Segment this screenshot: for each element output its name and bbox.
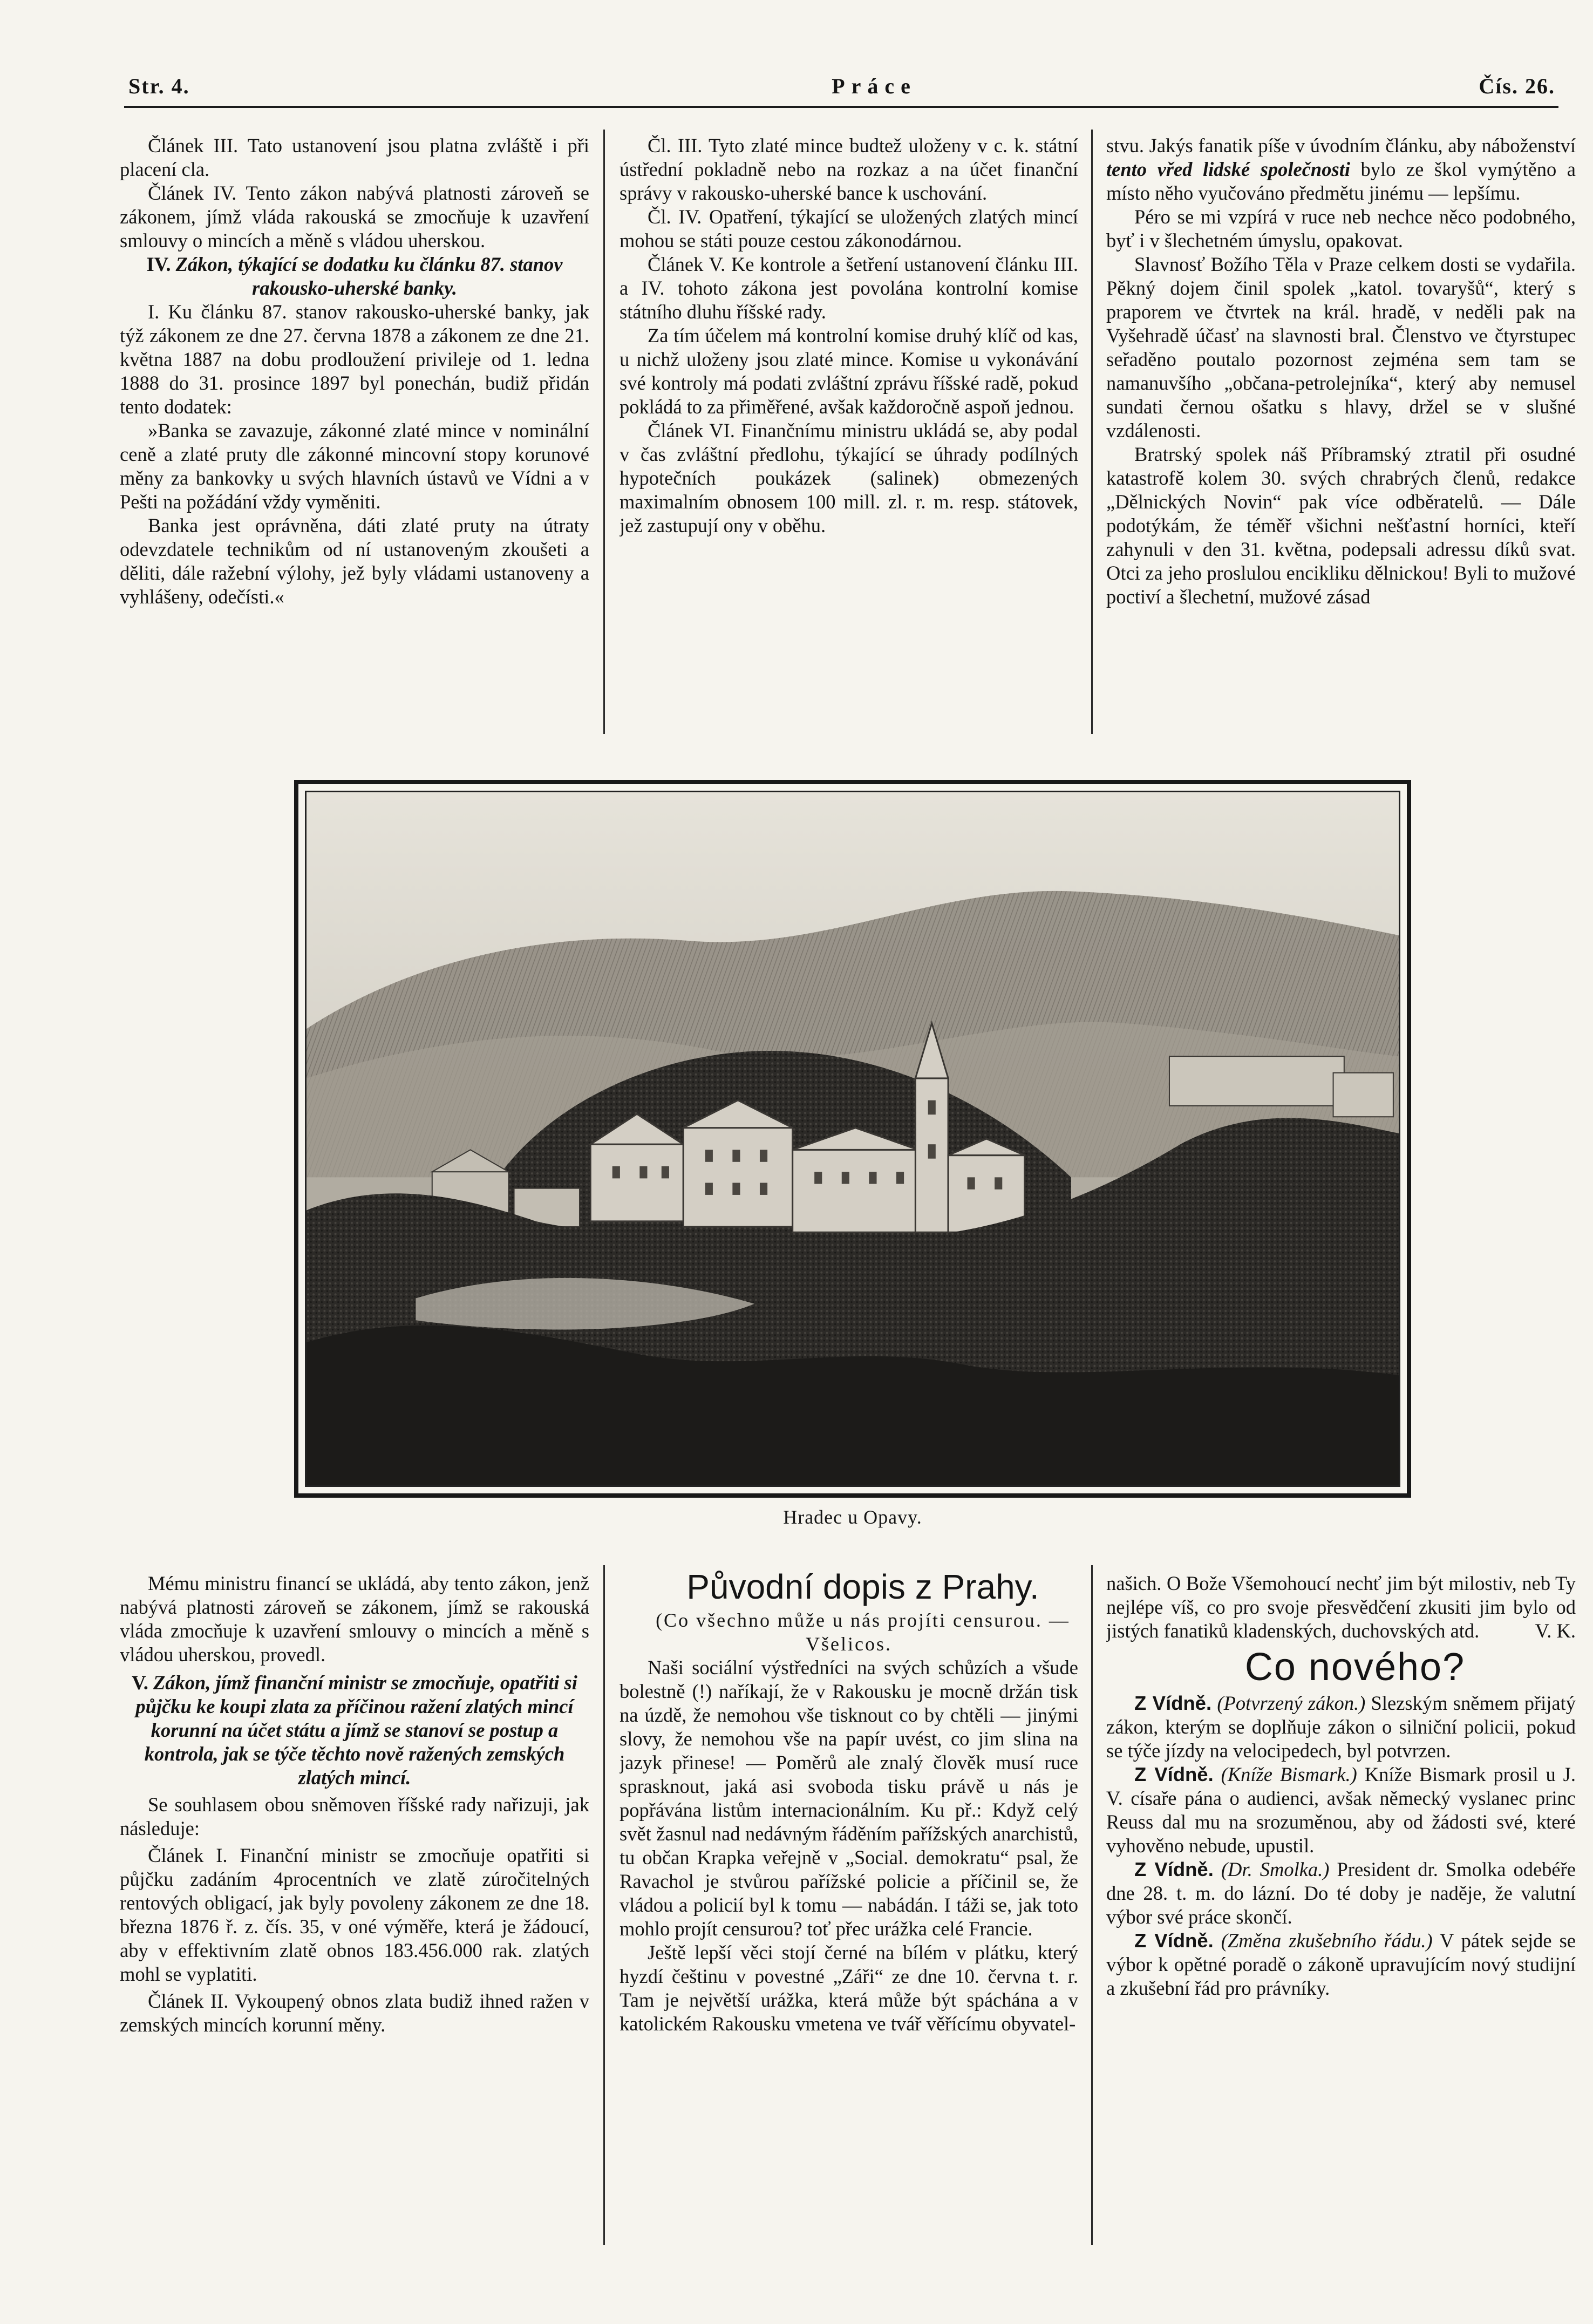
- section-number: V.: [132, 1671, 148, 1694]
- section-heading: [120, 1671, 589, 1790]
- emphasis: tento vřed lidské společnosti: [1106, 158, 1350, 180]
- news-text: V pátek sejde se výbor k opětné poradě o zákoně upravujícím nový studijní a zkušební řád pro právníky.: [1106, 1929, 1576, 1999]
- column-divider: [1091, 1565, 1093, 2245]
- news-city: Z Vídně.: [1134, 1929, 1214, 1952]
- paragraph: Slavnosť Božího Těla v Praze celkem dosti se vydařila. Pěkný dojem činil spolek „katol. tovaryšů“, který s praporem ve čtvrtek na král. hradě, v neděli pak na Vyšehradě účasť na slavnosti bral. Členstvo ve čtyrstupec seřaděno poutalo pozornost zejména sem tam se namanuvšího „občana-petrolejníka“, který aby nemusel sundati černou ošatku s hlavy, držel se v slušné vzdálenosti.: [1106, 253, 1576, 441]
- castle-landscape-picture: [305, 791, 1400, 1487]
- news-city: Z Vídně.: [1134, 1763, 1214, 1785]
- section-number: IV.: [146, 253, 171, 275]
- author-signature: V. K.: [1535, 1620, 1576, 1642]
- section-title: Zákon, jímž finanční ministr se zmocňuje, opatřiti si půjčku ke koupi zlata za příčinou ražení zlatých mincí korunní na účet státu a jímž se stanoví se postup a kontrola, jak se týče těchto nově ražených zemských zlatých mincí.: [135, 1671, 577, 1789]
- paragraph: Čl. IV. Opatření, týkající se uložených zlatých mincí mohou se státi pouze cestou zákonodárnou.: [620, 206, 1078, 252]
- news-item: [1106, 1691, 1576, 1763]
- news-item: [1106, 1763, 1576, 1858]
- article-column-5: [620, 1565, 1078, 2251]
- issue-number: Čís. 26.: [1479, 74, 1555, 98]
- text-run: stvu. Jakýs fanatik píše v úvodním článku, aby náboženství: [1106, 134, 1576, 157]
- paragraph: Článek II. Vykoupený obnos zlata budiž ihned ražen v zemských mincích korunní měny.: [120, 1990, 589, 2036]
- news-text: Kníže Bismark prosil u J. V. císaře pána o audienci, avšak německý vyslanec princ Reuss dal mu na srozuměnou, aby od žádosti své, které vyhověno nebude, upustil.: [1106, 1763, 1576, 1857]
- text-run: bylo ze škol vymýtěno a místo něho vyučováno předmětu jinému — lepšímu.: [1106, 158, 1576, 204]
- paragraph: Za tím účelem má kontrolní komise druhý klíč od kas, u nichž uloženy jsou zlaté mince. Komise u vykonávání své kontroly má podati zvláštní zprávu říšské radě, pokud pokládá to za přiměřené, avšak každoročně aspoň jednou.: [620, 324, 1078, 418]
- paragraph: Se souhlasem obou sněmoven říšské rady nařizuji, jak následuje:: [120, 1793, 589, 1839]
- news-text: Slezským sněmem přijatý zákon, kterým se doplňuje zákon o silniční policii, pokud se týče jízdy na velocipedech, byl potvrzen.: [1106, 1692, 1576, 1762]
- column-divider: [603, 130, 605, 734]
- paragraph: Mému ministru financí se ukládá, aby tento zákon, jenž nabývá platnosti zároveň se zákonem, jímž se rakouská vláda zmocňuje k uzavření smlouvy o mincích a měně s vládou uherskou, provedl.: [120, 1572, 589, 1666]
- news-section-title: Co nového?: [1244, 1646, 1466, 1689]
- paragraph: Článek VI. Finančnímu ministru ukládá se, aby podal v čas zvláštní předlohu, týkající se úhrady podílných hypotečních poukázek (salinek) obmezených maximalním obnosem 100 mill. zl. r. m. resp. státovek, jež zastupují ony v oběhu.: [620, 419, 1078, 536]
- news-item: [1106, 1858, 1576, 1929]
- photo-frame: [294, 780, 1411, 1498]
- news-headline: (Potvrzený zákon.): [1217, 1692, 1366, 1714]
- header-rule: [124, 106, 1558, 108]
- section-title: Zákon, týkající se dodatku ku článku 87. stanov rakousko-uherské banky.: [175, 253, 563, 299]
- text-run: našich. O Bože Všemohoucí nechť jim být milostiv, neb Ty nejlépe víš, co pro svoje přesvědčení zkusiti jim bylo od jistých fanatiků kladenských, duchovských atd.: [1106, 1572, 1576, 1642]
- paragraph: Čl. III. Tyto zlaté mince budtež uloženy v c. k. státní ústřední pokladně nebo na rozkaz a na účet finanční správy v rakousko-uherské bance k uschování.: [620, 134, 1078, 204]
- paragraph: Banka jest oprávněna, dáti zlaté pruty na útraty odevzdatele technikům od ní ustanoveným zkoušeti a děliti, dále ražební výlohy, jež byly vládami ustanoveny a vyhlášeny, odečísti.«: [120, 514, 589, 608]
- paragraph: »Banka se zavazuje, zákonné zlaté mince v nominální ceně a zlaté pruty dle zákonné mincovní stopy korunové měny za bankovky u svých hlavních ústavů ve Vídni a v Pešti na požádání vždy vyměniti.: [120, 419, 589, 513]
- article-column-1: [120, 134, 589, 733]
- news-city: Z Vídně.: [1134, 1692, 1212, 1714]
- paragraph: Článek V. Ke kontrole a šetření ustanovení článku III. a IV. tohoto zákona jest povolána kontrolní komise státního dluhu říšské rady.: [620, 253, 1078, 323]
- news-city: Z Vídně.: [1134, 1858, 1214, 1880]
- article-column-6: [1106, 1572, 1576, 2252]
- photo-caption: Hradec u Opavy.: [783, 1506, 922, 1528]
- page-number: Str. 4.: [128, 74, 190, 98]
- paragraph: [1106, 134, 1576, 205]
- article-column-2: [620, 134, 1078, 733]
- news-item: [1106, 1929, 1576, 2000]
- paragraph: Článek I. Finanční ministr se zmocňuje opatřiti si půjčku zadáním 4procentních ve zlatě zúročitelných rentových obligací, jak byly povoleny zákonem ze dne 18. března 1876 ř. z. čís. 35, v oné výměře, která je žádoucí, aby v effektivním zlatě obnos 183.456.000 rak. zlatých mohl se vyplatiti.: [120, 1844, 589, 1985]
- news-headline: (Kníže Bismark.): [1221, 1763, 1357, 1785]
- column-divider: [603, 1565, 605, 2245]
- paragraph: Ještě lepší věci stojí černé na bílém v plátku, který hyzdí češtinu v povestné „Záři“ ze dne 10. června t. r. Tam je největší urážka, která může být spáchána a v katolickém Rakousku vmetena ve tvář věřícímu obyvatel-: [620, 1941, 1078, 2035]
- paragraph: Bratrský spolek náš Příbramský ztratil při osudné katastrofě kolem 30. svých chrabrých členů, redakce „Dělnických Novin“ pak více odběratelů. — Dále podotýkám, že téměř všichni nešťastní horníci, kteří zahynuli v den 31. května, podepsali adressu díků svat. Otci za jeho proslulou encikliku dělnickou! Byli to mužové poctiví a šlechetní, mužové zásad: [1106, 443, 1576, 608]
- column-divider: [1091, 130, 1093, 734]
- article-subtitle: (Co všechno může u nás projíti censurou. — Všelicos.: [656, 1609, 1070, 1655]
- masthead-title: Práce: [832, 74, 917, 98]
- article-title: Původní dopis z Prahy.: [686, 1567, 1039, 1606]
- article-column-3: [1106, 134, 1576, 733]
- paragraph: [1106, 1572, 1576, 1643]
- paragraph: Článek III. Tato ustanovení jsou platna zvláště i při placení cla.: [120, 134, 589, 180]
- paragraph: Článek IV. Tento zákon nabývá platnosti zároveň se zákonem, jímž vláda rakouská se zmocňuje k uzavření smlouvy o mincích a měně s vládou uherskou.: [120, 182, 589, 252]
- section-heading: [120, 253, 589, 300]
- article-column-4: [120, 1572, 589, 2252]
- paragraph: Naši sociální výstředníci na svých schůzích a všude bolestně (!) naříkají, že v Rakousku je mocně držán tisk na úzdě, že nemohou vše tisknout co by chtěli — jinými slovy, že nemohou vše na papír uvést, co jim slina na jazyk přinese! — Poměrů ale znalý člověk musí ruce sprasknout, jaká asi svoboda tisku právě u nás je popřávána listům internacionálním. Ku př.: Když celý svět žasnul nad nedávným řáděním pařížských anarchistů, tu občan Krapka veřejně v „Social. demokratu“ psal, že Ravachol je stvůrou pařížské policie a příčinil se, že vládou a policií byl k tomu — nabádán. I táži se, jak toto mohlo projít censurou? toť přec urážka celé Francie.: [620, 1656, 1078, 1940]
- paragraph: Péro se mi vzpírá v ruce neb nechce něco podobného, byť i v šlechetném úmyslu, opakovat.: [1106, 206, 1576, 252]
- news-headline: (Změna zkušebního řádu.): [1221, 1929, 1433, 1952]
- paragraph: I. Ku článku 87. stanov rakousko-uherské banky, jak týž zákonem ze dne 27. června 1878 a zákonem ze dne 21. května 1887 na dobu prodloužení privileje od 1. ledna 1888 do 31. prosince 1897 byl ponechán, budiž přidán tento dodatek:: [120, 301, 589, 418]
- news-headline: (Dr. Smolka.): [1221, 1858, 1330, 1880]
- news-text: President dr. Smolka odebéře dne 28. t. m. do lázní. Do té doby je naděje, že valutní výbor své práce skončí.: [1106, 1858, 1576, 1928]
